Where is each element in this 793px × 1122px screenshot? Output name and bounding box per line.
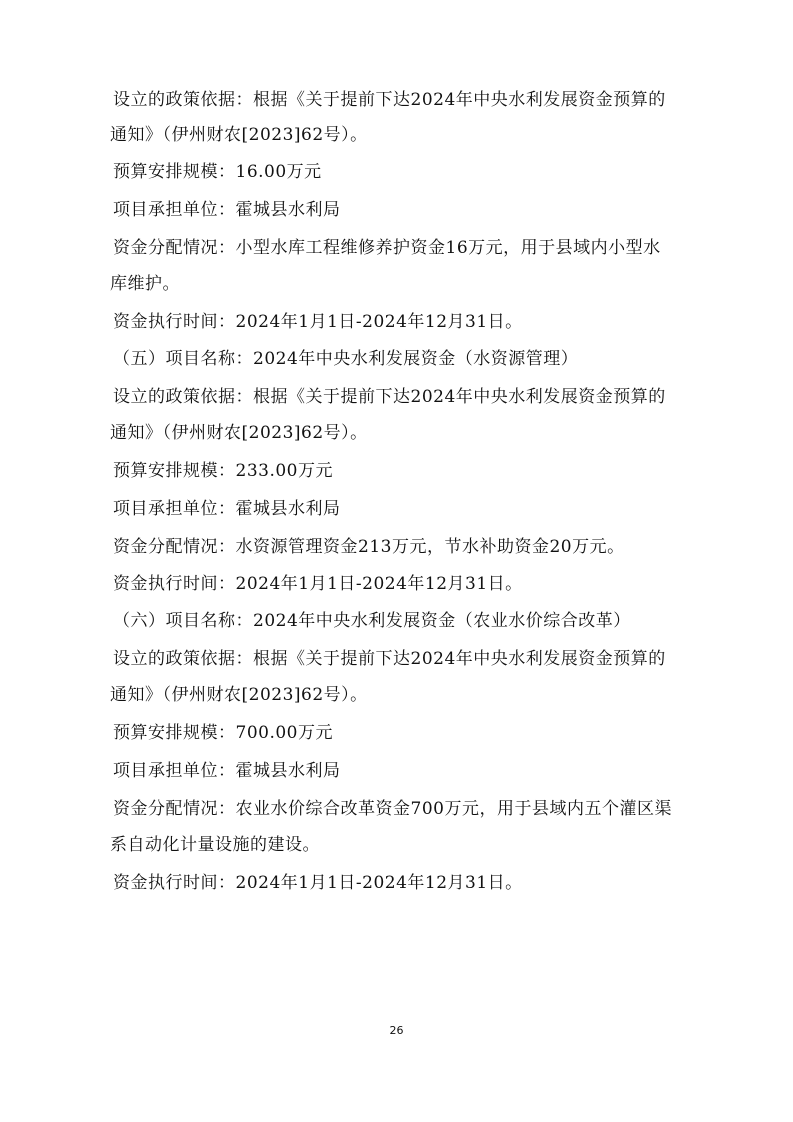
fund-allocation-line: 资金分配情况：水资源管理资金213万元，节水补助资金20万元。 [113,537,625,557]
budget-scale-line: 预算安排规模：233.00万元 [113,461,333,481]
budget-scale-line: 预算安排规模：16.00万元 [113,162,322,182]
execution-period-line: 资金执行时间：2024年1月1日-2024年12月31日。 [113,574,523,594]
fund-allocation-line: 资金分配情况：小型水库工程维修养护资金16万元，用于县域内小型水 [113,238,661,258]
budget-scale-line: 预算安排规模：700.00万元 [113,723,333,743]
page-number: 26 [389,1024,404,1037]
project-heading-6: （六）项目名称：2024年中央水利发展资金（农业水价综合改革） [113,611,631,631]
policy-basis-continuation: 通知》（伊州财农[2023]62号）。 [110,125,368,145]
policy-basis-line: 设立的政策依据：根据《关于提前下达2024年中央水利发展资金预算的 [113,387,666,407]
fund-allocation-continuation: 系自动化计量设施的建设。 [110,835,320,855]
responsible-unit-line: 项目承担单位：霍城县水利局 [113,499,341,519]
execution-period-line: 资金执行时间：2024年1月1日-2024年12月31日。 [113,312,523,332]
responsible-unit-line: 项目承担单位：霍城县水利局 [113,761,341,781]
policy-basis-continuation: 通知》（伊州财农[2023]62号）。 [110,685,368,705]
fund-allocation-line: 资金分配情况：农业水价综合改革资金700万元，用于县域内五个灌区渠 [113,799,672,819]
policy-basis-line: 设立的政策依据：根据《关于提前下达2024年中央水利发展资金预算的 [113,90,666,110]
project-heading-5: （五）项目名称：2024年中央水利发展资金（水资源管理） [113,349,579,369]
responsible-unit-line: 项目承担单位：霍城县水利局 [113,200,341,220]
execution-period-line: 资金执行时间：2024年1月1日-2024年12月31日。 [113,873,523,893]
policy-basis-line: 设立的政策依据：根据《关于提前下达2024年中央水利发展资金预算的 [113,649,666,669]
policy-basis-continuation: 通知》（伊州财农[2023]62号）。 [110,423,368,443]
fund-allocation-continuation: 库维护。 [110,274,180,294]
